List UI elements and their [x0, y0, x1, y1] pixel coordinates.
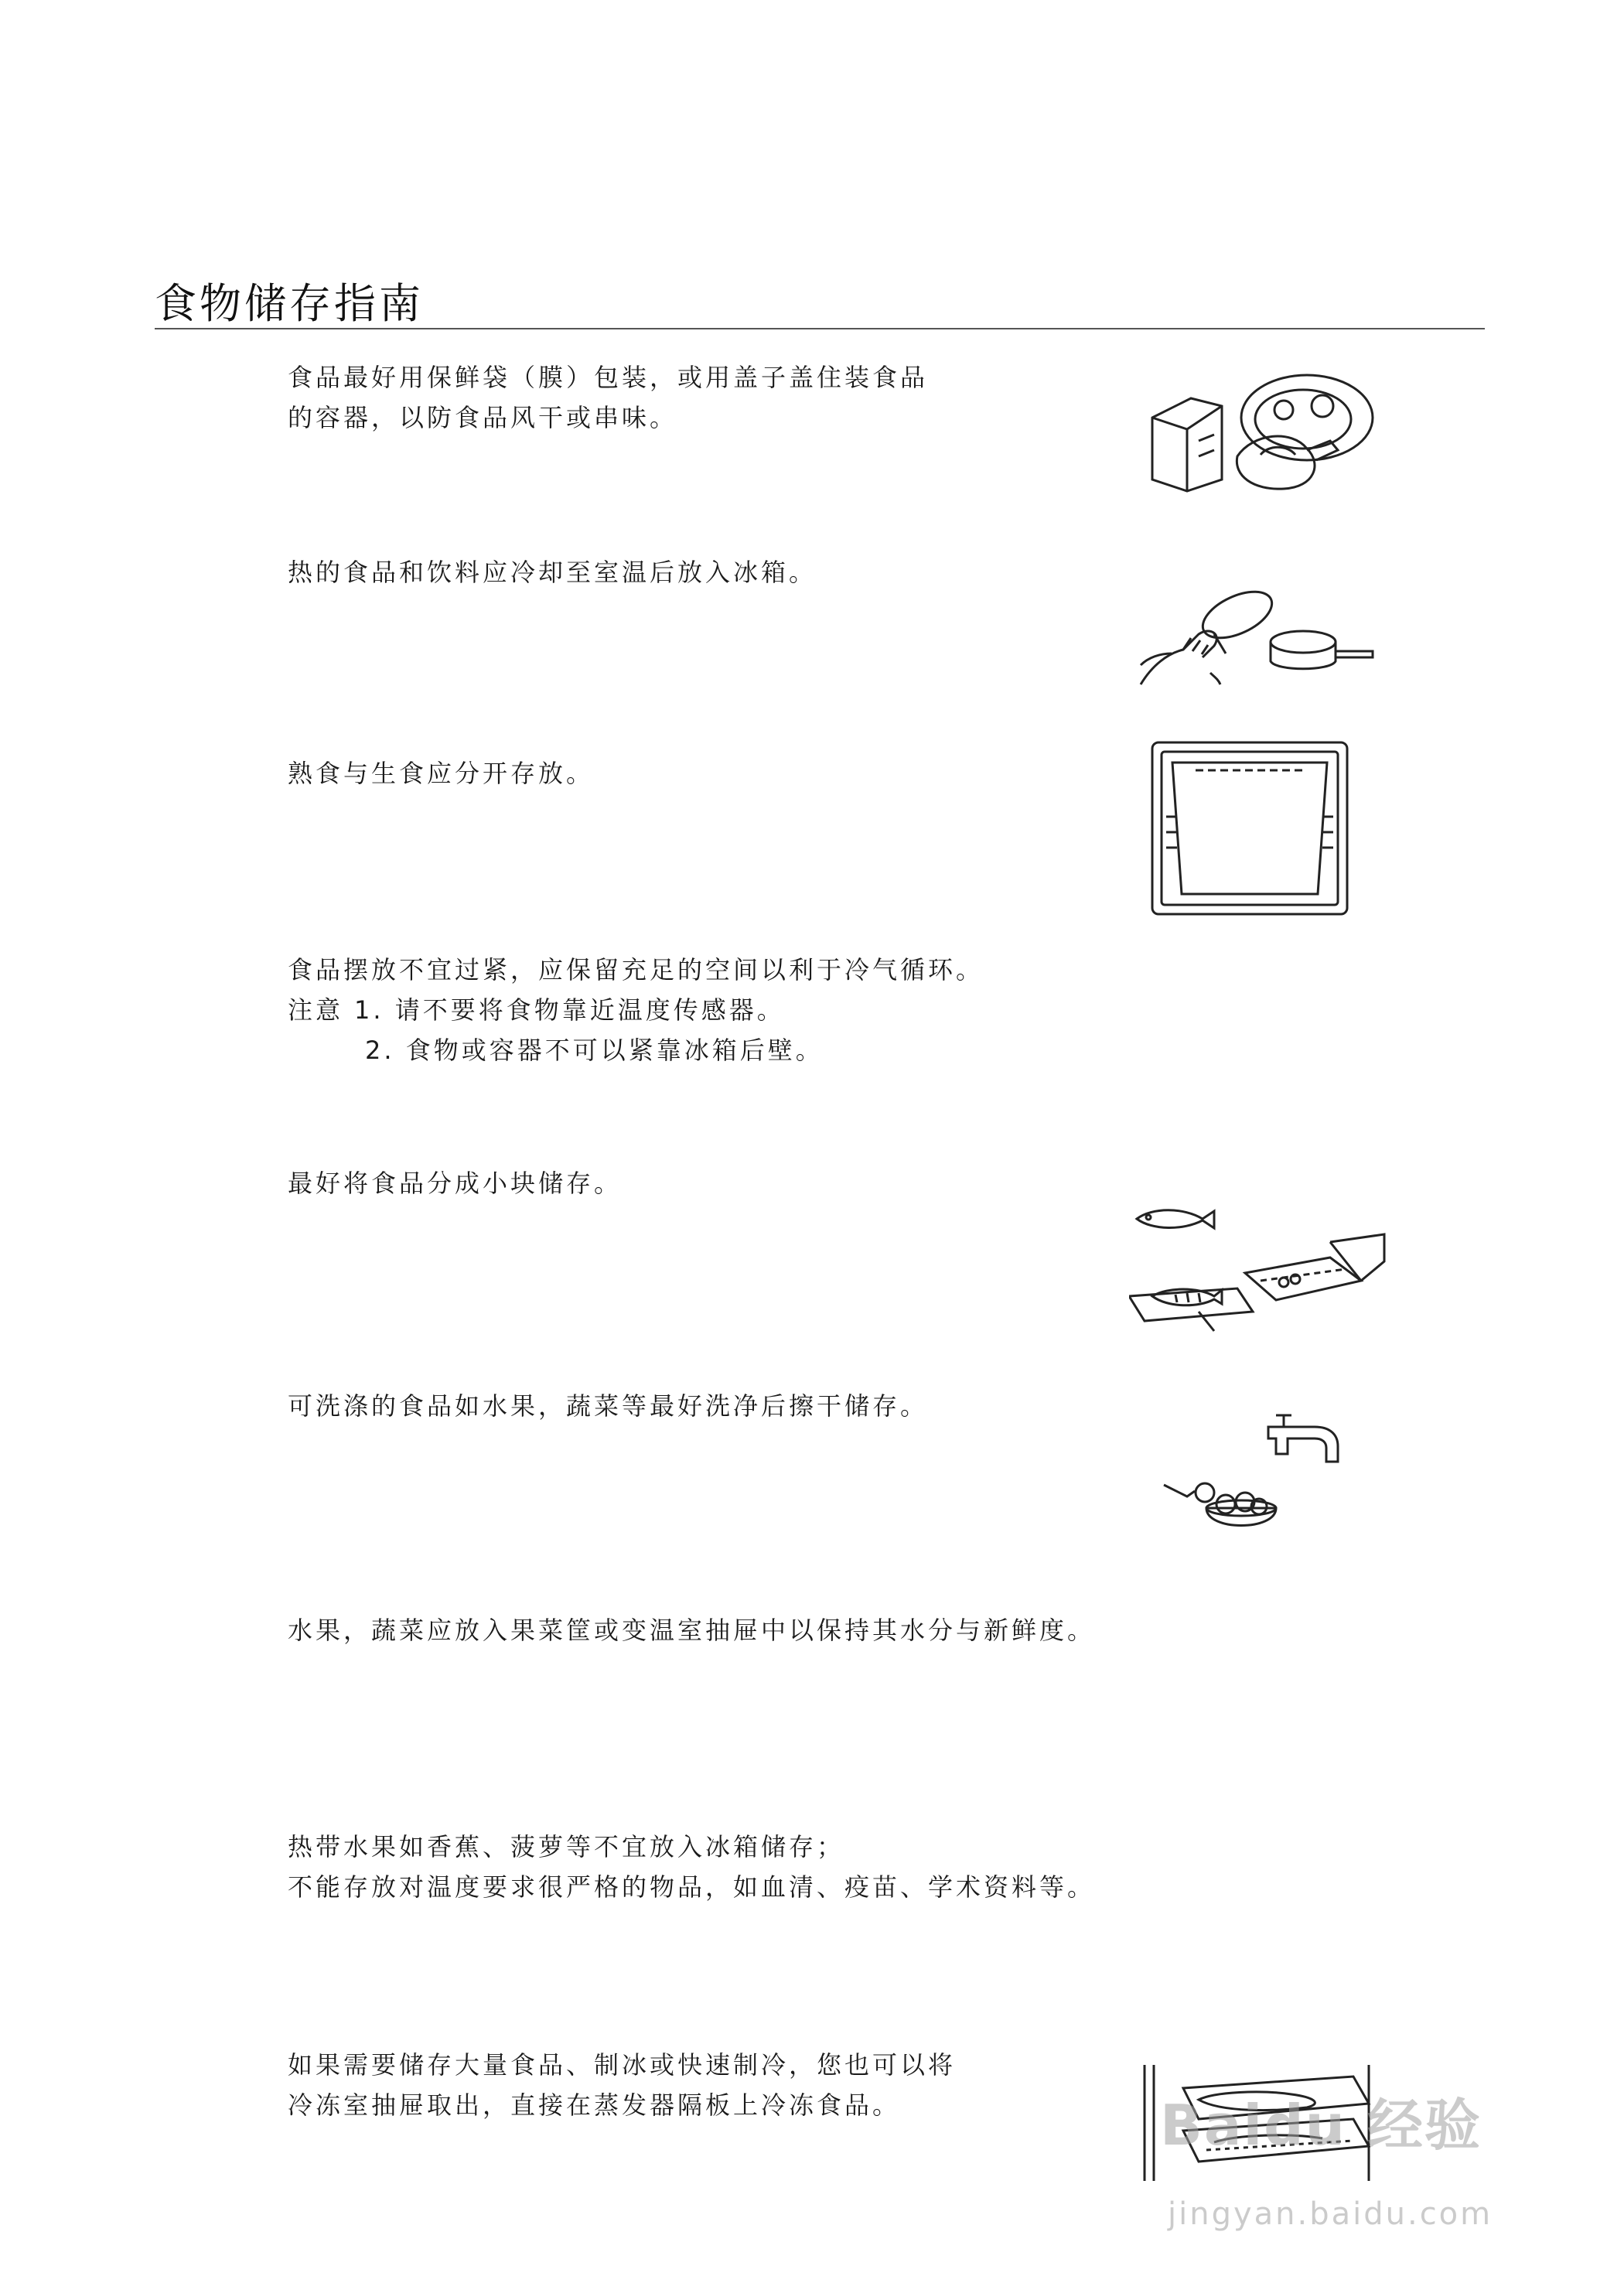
guideline-line: 热的食品和饮料应冷却至室温后放入冰箱。: [288, 558, 817, 587]
guideline-cool-before-storing: [288, 552, 817, 592]
refrigerator-interior-illustration: [1149, 739, 1350, 917]
guideline-line: 的容器，以防食品风干或串味。: [288, 403, 678, 432]
guideline-line: 水果，蔬菜应放入果菜筐或变温室抽屉中以保持其水分与新鲜度。: [288, 1616, 1096, 1645]
guideline-unsuitable-items: [288, 1827, 1095, 1907]
washing-produce-illustration: [1160, 1400, 1353, 1539]
guideline-line: 热带水果如香蕉、菠萝等不宜放入冰箱储存；: [288, 1832, 845, 1862]
guideline-line: 食品摆放不宜过紧，应保留充足的空间以利于冷气循环。: [288, 955, 984, 985]
guideline-small-portions: [288, 1163, 622, 1203]
guideline-wrap-food: [288, 357, 928, 438]
title-divider: [155, 328, 1485, 329]
baidu-watermark-url: jingyan.baidu.com: [1168, 2196, 1493, 2232]
note-item: 2. 食物或容器不可以紧靠冰箱后壁。: [365, 1036, 824, 1065]
guideline-line: 最好将食品分成小块储存。: [288, 1169, 623, 1198]
guideline-crisper-drawer: [288, 1610, 1095, 1650]
guideline-line: 熟食与生食应分开存放。: [288, 759, 595, 788]
guideline-line: 如果需要储存大量食品、制冰或快速制冷，您也可以将: [288, 2050, 957, 2080]
baidu-watermark: Baidu 经验: [1160, 2093, 1482, 2158]
page-title: 食物储存指南: [155, 279, 424, 328]
note-row: [288, 990, 984, 1030]
note-label: 注意: [288, 995, 344, 1025]
note-row: [288, 1030, 984, 1070]
guideline-wash-produce: [288, 1386, 928, 1426]
wrapped-food-illustration: [1145, 363, 1377, 495]
note-item: 1. 请不要将食物靠近温度传感器。: [354, 995, 785, 1025]
cooling-pot-illustration: [1137, 580, 1377, 696]
fish-cutting-illustration: [1129, 1196, 1392, 1335]
guideline-line: 食品最好用保鲜袋（膜）包装，或用盖子盖住装食品: [288, 363, 929, 392]
guideline-spacing: [288, 950, 984, 1070]
guideline-separate-raw-cooked: [288, 753, 594, 793]
guideline-line: 冷冻室抽屉取出，直接在蒸发器隔板上冷冻食品。: [288, 2090, 901, 2120]
guideline-line: 不能存放对温度要求很严格的物品，如血清、疫苗、学术资料等。: [288, 1872, 1096, 1902]
guideline-evaporator-shelf: [288, 2045, 956, 2125]
guideline-line: 可洗涤的食品如水果，蔬菜等最好洗净后擦干储存。: [288, 1391, 929, 1421]
